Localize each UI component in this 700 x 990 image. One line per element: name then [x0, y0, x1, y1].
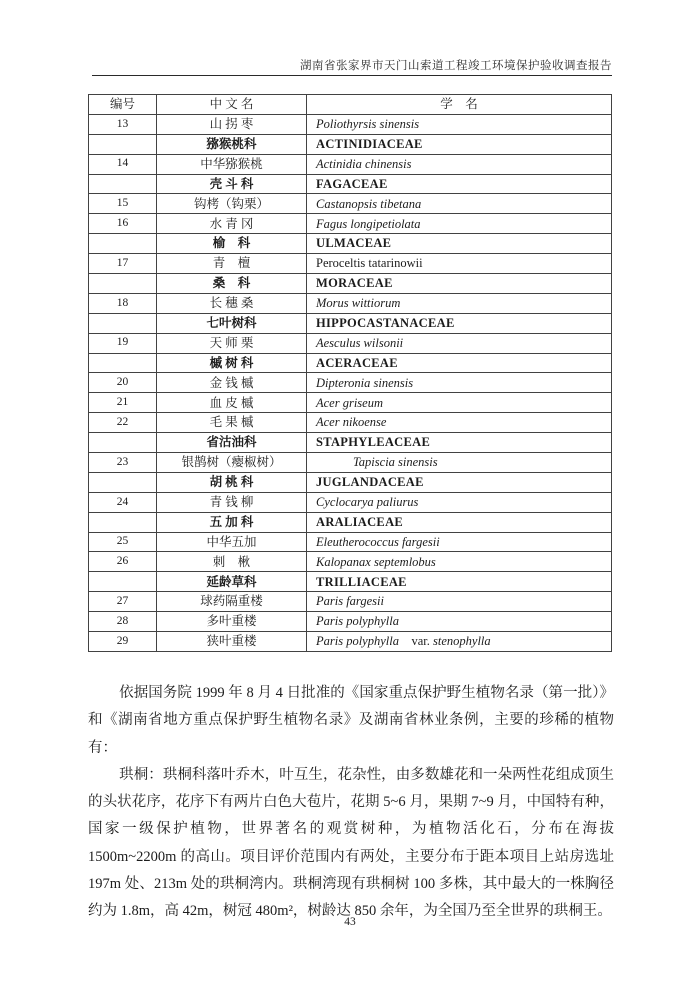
species-number-cell: 15 [89, 194, 157, 214]
scientific-name-cell [307, 512, 612, 532]
latin-roman-text: FAGACEAE [316, 176, 388, 191]
latin-roman-text: ARALIACEAE [316, 514, 404, 529]
chinese-name-cell: 血 皮 槭 [157, 393, 307, 413]
species-number-cell: 16 [89, 214, 157, 234]
latin-italic-text: Morus wittiorum [316, 296, 401, 311]
species-row [89, 194, 612, 214]
scientific-name-cell [307, 313, 612, 333]
species-row [89, 114, 612, 134]
scientific-name-cell [307, 472, 612, 492]
family-row [89, 433, 612, 453]
latin-roman-text: MORACEAE [316, 276, 393, 291]
species-number-cell: 21 [89, 393, 157, 413]
chinese-name-cell: 水 青 冈 [157, 214, 307, 234]
scientific-name-cell [307, 612, 612, 632]
chinese-name-cell: 延龄草科 [157, 572, 307, 592]
latin-italic-text: stenophylla [433, 634, 491, 649]
scientific-name-cell [307, 194, 612, 214]
chinese-name-cell: 球药隔重楼 [157, 592, 307, 612]
body-text-block [88, 680, 614, 926]
scientific-name-cell [307, 393, 612, 413]
column-header-scientific-name: 学 名 [307, 95, 612, 115]
scientific-name-cell [307, 274, 612, 294]
header-divider-rule [92, 75, 612, 76]
chinese-name-cell: 长 穗 桑 [157, 293, 307, 313]
family-row [89, 472, 612, 492]
species-row [89, 413, 612, 433]
chinese-name-cell: 多叶重楼 [157, 612, 307, 632]
chinese-name-cell: 槭 树 科 [157, 353, 307, 373]
scientific-name-cell [307, 492, 612, 512]
species-number-cell: 14 [89, 154, 157, 174]
species-row [89, 492, 612, 512]
species-row [89, 293, 612, 313]
scientific-name-cell [307, 154, 612, 174]
latin-italic-text: Poliothyrsis sinensis [316, 117, 420, 132]
family-row [89, 174, 612, 194]
family-row [89, 572, 612, 592]
latin-italic-text: Aesculus wilsonii [316, 335, 404, 350]
latin-italic-text: Castanopsis tibetana [316, 196, 422, 211]
species-row [89, 393, 612, 413]
scientific-name-cell [307, 572, 612, 592]
species-number-cell: 18 [89, 293, 157, 313]
chinese-name-cell: 胡 桃 科 [157, 472, 307, 492]
species-table-body [89, 114, 612, 651]
latin-italic-text: Tapiscia sinensis [353, 455, 438, 470]
species-row [89, 532, 612, 552]
species-number-cell: 20 [89, 373, 157, 393]
latin-roman-text: Peroceltis tatarinowii [316, 256, 423, 271]
species-number-cell: 24 [89, 492, 157, 512]
scientific-name-cell [307, 174, 612, 194]
latin-roman-text: JUGLANDACEAE [316, 475, 424, 490]
scientific-name-cell [307, 353, 612, 373]
chinese-name-cell: 七叶树科 [157, 313, 307, 333]
chinese-name-cell: 省沽油科 [157, 433, 307, 453]
species-row [89, 592, 612, 612]
species-number-cell: 13 [89, 114, 157, 134]
latin-italic-text: Fagus longipetiolata [316, 216, 421, 231]
species-number-cell [89, 472, 157, 492]
species-number-cell: 28 [89, 612, 157, 632]
scientific-name-cell [307, 453, 612, 473]
species-number-cell [89, 274, 157, 294]
latin-roman-text: STAPHYLEACEAE [316, 435, 431, 450]
chinese-name-cell: 中华五加 [157, 532, 307, 552]
species-number-cell [89, 174, 157, 194]
species-number-cell: 17 [89, 254, 157, 274]
latin-italic-text: Kalopanax septemlobus [316, 554, 436, 569]
scientific-name-cell [307, 433, 612, 453]
species-number-cell [89, 134, 157, 154]
species-number-cell: 25 [89, 532, 157, 552]
chinese-name-cell: 青 檀 [157, 254, 307, 274]
scientific-name-cell [307, 632, 612, 652]
scientific-name-cell [307, 333, 612, 353]
species-row [89, 453, 612, 473]
latin-roman-text: ACTINIDIACEAE [316, 136, 423, 151]
scientific-name-cell [307, 592, 612, 612]
scientific-name-cell [307, 214, 612, 234]
species-number-cell: 29 [89, 632, 157, 652]
species-number-cell [89, 512, 157, 532]
species-number-cell: 19 [89, 333, 157, 353]
latin-italic-text: Dipteronia sinensis [316, 375, 414, 390]
scientific-name-cell [307, 293, 612, 313]
family-row [89, 353, 612, 373]
species-number-cell: 22 [89, 413, 157, 433]
latin-roman-text: ULMACEAE [316, 236, 392, 251]
chinese-name-cell: 狭叶重楼 [157, 632, 307, 652]
latin-roman-text: HIPPOCASTANACEAE [316, 315, 455, 330]
chinese-name-cell: 五 加 科 [157, 512, 307, 532]
chinese-name-cell: 壳 斗 科 [157, 174, 307, 194]
chinese-name-cell: 桑 科 [157, 274, 307, 294]
latin-roman-text: var. [398, 634, 434, 649]
latin-roman-text: TRILLIACEAE [316, 574, 407, 589]
chinese-name-cell: 刺 楸 [157, 552, 307, 572]
scientific-name-cell [307, 552, 612, 572]
chinese-name-cell: 毛 果 槭 [157, 413, 307, 433]
latin-italic-text: Acer nikoense [316, 415, 387, 430]
protected-plants-table [88, 94, 612, 652]
chinese-name-cell: 天 师 栗 [157, 333, 307, 353]
latin-italic-text: Actinidia chinensis [316, 156, 412, 171]
scientific-name-cell [307, 134, 612, 154]
chinese-name-cell: 猕猴桃科 [157, 134, 307, 154]
species-row [89, 254, 612, 274]
chinese-name-cell: 山 拐 枣 [157, 114, 307, 134]
species-number-cell [89, 433, 157, 453]
species-row [89, 612, 612, 632]
family-row [89, 313, 612, 333]
chinese-name-cell: 中华猕猴桃 [157, 154, 307, 174]
latin-italic-text: Paris fargesii [316, 594, 384, 609]
species-row [89, 154, 612, 174]
latin-roman-text: ACERACEAE [316, 355, 398, 370]
latin-italic-text: Paris polyphylla [316, 614, 399, 629]
scientific-name-cell [307, 413, 612, 433]
species-number-cell [89, 234, 157, 254]
scientific-name-cell [307, 234, 612, 254]
family-row [89, 134, 612, 154]
family-row [89, 234, 612, 254]
species-number-cell [89, 353, 157, 373]
species-row [89, 552, 612, 572]
chinese-name-cell: 金 钱 槭 [157, 373, 307, 393]
report-header-title: 湖南省张家界市天门山索道工程竣工环境保护验收调查报告 [300, 60, 612, 72]
column-header-number: 编号 [89, 95, 157, 115]
chinese-name-cell: 青 钱 柳 [157, 492, 307, 512]
column-header-chinese-name: 中 文 名 [157, 95, 307, 115]
latin-italic-text: Acer griseum [316, 395, 383, 410]
species-number-cell [89, 572, 157, 592]
page-number: 43 [344, 916, 356, 928]
paragraph-dove-tree-description: 珙桐：珙桐科落叶乔木，叶互生，花杂性，由多数雄花和一朵两性花组成顶生的头状花序，花序下有两片白色大苞片，花期 5~6 月，果期 7~9 月，中国特有种，国家一级保护植物，世界著名的观赏树种，为植物活化石，分布在海拔 1500m~2200m 的高山。项目评价范围内有两处，主要分布于距本项目上站房选址 197m 处、213m 处的珙桐湾内。珙桐湾现有珙桐树 100 多株，其中最大的一株胸径约为 1.8m，高 42m，树冠 480m²，树龄达 850 余年，为全国乃至全世界的珙桐王。 [88, 766, 614, 920]
chinese-name-cell: 银鹊树（瘿椒树） [157, 453, 307, 473]
family-row [89, 274, 612, 294]
latin-italic-text: Eleutherococcus fargesii [316, 534, 440, 549]
chinese-name-cell: 榆 科 [157, 234, 307, 254]
scientific-name-cell [307, 373, 612, 393]
species-number-cell: 26 [89, 552, 157, 572]
chinese-name-cell: 钩栲（钩栗） [157, 194, 307, 214]
paragraph-protected-plant-lists: 依据国务院 1999 年 8 月 4 日批准的《国家重点保护野生植物名录（第一批）》和《湖南省地方重点保护野生植物名录》及湖南省林业条例，主要的珍稀的植物有： [88, 685, 614, 756]
species-row [89, 632, 612, 652]
table-header-row [89, 95, 612, 115]
family-row [89, 512, 612, 532]
species-number-cell [89, 313, 157, 333]
scientific-name-cell [307, 254, 612, 274]
scientific-name-cell [307, 532, 612, 552]
species-number-cell: 23 [89, 453, 157, 473]
species-row [89, 333, 612, 353]
scientific-name-cell [307, 114, 612, 134]
species-row [89, 373, 612, 393]
species-row [89, 214, 612, 234]
species-number-cell: 27 [89, 592, 157, 612]
latin-italic-text: Paris polyphylla [316, 634, 399, 649]
latin-italic-text: Cyclocarya paliurus [316, 495, 419, 509]
